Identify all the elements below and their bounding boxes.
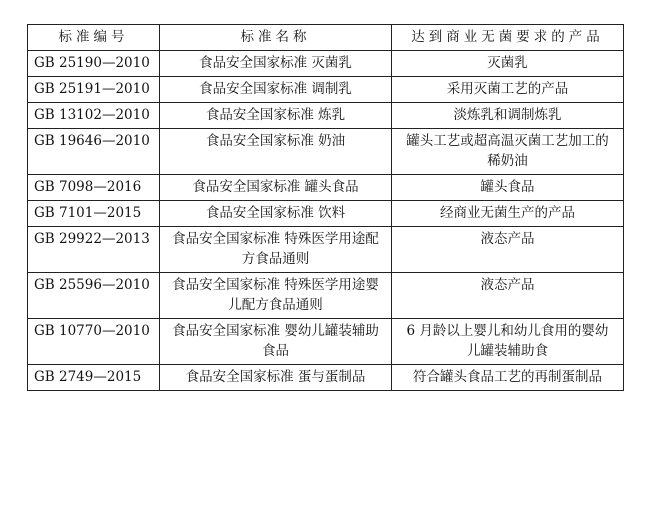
standard-name-cell: 食品安全国家标准 炼乳	[160, 103, 392, 129]
header-standard-name: 标准名称	[160, 25, 392, 51]
product-cell: 灭菌乳	[392, 51, 624, 77]
standard-name-cell: 食品安全国家标准 罐头食品	[160, 175, 392, 201]
standard-name-cell: 食品安全国家标准 特殊医学用途婴儿配方食品通则	[160, 273, 392, 319]
standard-name-cell: 食品安全国家标准 特殊医学用途配方食品通则	[160, 227, 392, 273]
table-row	[28, 319, 624, 365]
product-cell: 符合罐头食品工艺的再制蛋制品	[392, 365, 624, 391]
header-sterile-products: 达到商业无菌要求的产品	[392, 25, 624, 51]
product-cell: 液态产品	[392, 227, 624, 273]
table-row	[28, 365, 624, 391]
standard-name-cell: 食品安全国家标准 蛋与蛋制品	[160, 365, 392, 391]
standard-name-cell: 食品安全国家标准 灭菌乳	[160, 51, 392, 77]
standard-name-cell: 食品安全国家标准 饮料	[160, 201, 392, 227]
standard-name-cell: 食品安全国家标准 奶油	[160, 129, 392, 175]
table-row	[28, 175, 624, 201]
standard-code-cell: GB 7098—2016	[28, 175, 160, 201]
table-header-row	[28, 25, 624, 51]
standard-code-cell: GB 2749—2015	[28, 365, 160, 391]
standard-code-cell: GB 25190—2010	[28, 51, 160, 77]
product-cell: 液态产品	[392, 273, 624, 319]
standards-table	[27, 24, 624, 391]
header-standard-code: 标准编号	[28, 25, 160, 51]
product-cell: 淡炼乳和调制炼乳	[392, 103, 624, 129]
product-cell: 罐头工艺或超高温灭菌工艺加工的稀奶油	[392, 129, 624, 175]
table-row	[28, 273, 624, 319]
table-row	[28, 201, 624, 227]
product-cell: 采用灭菌工艺的产品	[392, 77, 624, 103]
standard-code-cell: GB 10770—2010	[28, 319, 160, 365]
table-row	[28, 103, 624, 129]
product-cell: 经商业无菌生产的产品	[392, 201, 624, 227]
standard-code-cell: GB 25596—2010	[28, 273, 160, 319]
standard-code-cell: GB 29922—2013	[28, 227, 160, 273]
standard-code-cell: GB 25191—2010	[28, 77, 160, 103]
standard-code-cell: GB 7101—2015	[28, 201, 160, 227]
product-cell: 6 月龄以上婴儿和幼儿食用的婴幼儿罐装辅助食	[392, 319, 624, 365]
standard-code-cell: GB 13102—2010	[28, 103, 160, 129]
table-row	[28, 129, 624, 175]
table-row	[28, 51, 624, 77]
product-cell: 罐头食品	[392, 175, 624, 201]
table-row	[28, 77, 624, 103]
standard-name-cell: 食品安全国家标准 婴幼儿罐装辅助食品	[160, 319, 392, 365]
table-row	[28, 227, 624, 273]
standard-code-cell: GB 19646—2010	[28, 129, 160, 175]
standard-name-cell: 食品安全国家标准 调制乳	[160, 77, 392, 103]
